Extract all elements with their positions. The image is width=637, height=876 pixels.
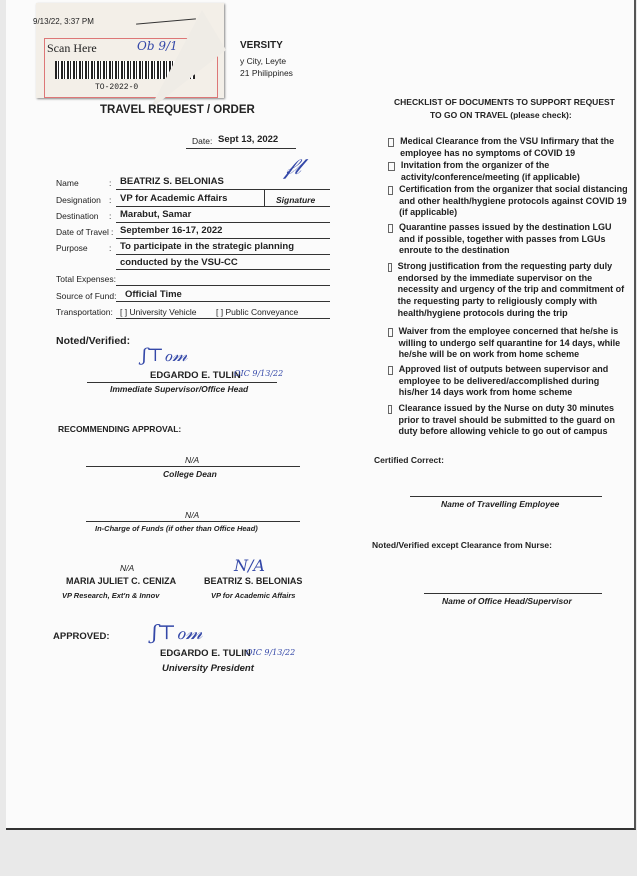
sticker-timestamp: 9/13/22, 3:37 PM [33, 17, 94, 26]
approved-heading: APPROVED: [53, 631, 110, 642]
field-label-name: Name [56, 178, 79, 188]
field-label-purpose: Purpose [56, 243, 88, 253]
field-value-source-of-fund: Official Time [125, 289, 182, 300]
funds-value: N/A [185, 510, 200, 520]
recommending-heading: RECOMMENDING APPROVAL: [58, 424, 182, 434]
date-label: Date: [192, 136, 213, 146]
certified-heading: Certified Correct: [374, 455, 444, 465]
office-head-role: Name of Office Head/Supervisor [442, 596, 572, 606]
checkbox[interactable] [388, 263, 392, 272]
funds-role: In-Charge of Funds (if other than Office Head) [95, 524, 258, 533]
field-label-designation: Designation [56, 195, 101, 205]
noted-except-heading: Noted/Verified except Clearance from Nurse: [372, 540, 552, 550]
noted-heading: Noted/Verified: [56, 335, 131, 347]
approved-name: EDGARDO E. TULIN [160, 648, 251, 659]
option-public-conveyance[interactable]: [ ] Public Conveyance [216, 307, 299, 317]
checklist-item[interactable]: Waiver from the employee concerned that he/she is willing to undergo self quarantine for 14 days, while he/she will be on work from home scheme [388, 326, 628, 361]
signature-label: Signature [276, 195, 316, 205]
vp2-handwritten-value: N/A [234, 556, 265, 575]
field-value-date-of-travel: September 16-17, 2022 [120, 225, 223, 236]
checklist-item[interactable]: Certification from the organizer that social distancing and other health/hygiene protocols against COVID 19 (if applicable) [388, 184, 628, 219]
noted-role: Immediate Supervisor/Office Head [110, 384, 249, 394]
field-value-purpose-2: conducted by the VSU-CC [120, 257, 238, 268]
approved-signature: ʃ⊤ℴ𝓂 [152, 620, 203, 644]
checklist-item[interactable]: Approved list of outputs between supervisor and employee to be delivered/accomplished during his/her 14 days work from home scheme [388, 364, 628, 399]
checklist-heading-1: CHECKLIST OF DOCUMENTS TO SUPPORT REQUEST [394, 97, 615, 107]
vp1-role: VP Research, Ext'n & Innov [62, 591, 160, 600]
checkbox[interactable] [388, 366, 393, 375]
noted-name: EDGARDO E. TULIN [150, 370, 241, 381]
field-label-total-expenses: Total Expenses: [56, 274, 117, 284]
option-university-vehicle[interactable]: [ ] University Vehicle [120, 307, 197, 317]
field-label-source-of-fund: Source of Fund: [56, 291, 117, 301]
approved-role: University President [162, 663, 254, 674]
address-line-2: 21 Philippines [240, 68, 293, 78]
university-name: VERSITY [240, 40, 283, 51]
checklist-item[interactable]: Clearance issued by the Nurse on duty 30 minutes prior to travel should be submitted to the guard on duty before allowing vehicle to go out of campus [388, 403, 628, 438]
address-line-1: y City, Leyte [240, 56, 287, 66]
tracking-number: TO-2022-0 [95, 83, 139, 92]
checkbox[interactable] [388, 328, 393, 337]
checklist-item[interactable]: Invitation from the organizer of the activity/conference/meeting (if applicable) [388, 160, 628, 183]
field-value-destination: Marabut, Samar [120, 209, 192, 220]
handwritten-note: Ob 9/1 [137, 39, 178, 53]
checklist-item[interactable]: Medical Clearance from the VSU Infirmary that the employee has no symptoms of COVID 19 [388, 136, 628, 159]
form-title: TRAVEL REQUEST / ORDER [100, 104, 255, 116]
checkbox[interactable] [388, 186, 393, 195]
dean-role: College Dean [163, 469, 217, 479]
checkbox[interactable] [388, 405, 392, 414]
scan-label: Scan Here [47, 41, 97, 55]
checklist-item[interactable]: Quarantine passes issued by the destination LGU and if possible, together with passes from LGUs enroute to the destination [388, 222, 628, 257]
checklist-heading-2: TO GO ON TRAVEL (please check): [430, 110, 572, 120]
date-value: Sept 13, 2022 [218, 134, 279, 145]
vp2-name: BEATRIZ S. BELONIAS [204, 576, 303, 586]
checklist-item[interactable]: Strong justification from the requesting party duly endorsed by the immediate supervisor on the necessity and urgency of the trip and commitment of the requesting party to religiously comply with health/hygiene protocols during the trip [388, 261, 628, 320]
checkbox[interactable] [388, 162, 395, 171]
noted-handwritten-note: OIC 9/13/22 [234, 369, 284, 378]
vp1-name: MARIA JULIET C. CENIZA [66, 576, 177, 586]
field-label-date-of-travel: Date of Travel [56, 227, 109, 237]
checkbox[interactable] [388, 138, 394, 147]
field-value-designation: VP for Academic Affairs [120, 193, 228, 204]
vp1-value: N/A [120, 563, 135, 573]
requester-signature: 𝒻𝓁 [284, 155, 302, 180]
dean-value: N/A [185, 455, 200, 465]
field-value-purpose: To participate in the strategic planning [120, 241, 295, 252]
field-label-destination: Destination [56, 211, 99, 221]
checkbox[interactable] [388, 224, 393, 233]
noted-signature: ʃ⊤ℴ𝓂 [142, 345, 188, 366]
vp2-role: VP for Academic Affairs [211, 591, 296, 600]
approved-handwritten-note: OIC 9/13/22 [246, 648, 296, 657]
field-value-name: BEATRIZ S. BELONIAS [120, 176, 224, 187]
travelling-employee-role: Name of Travelling Employee [441, 499, 560, 509]
field-label-transportation: Transportation: [56, 307, 113, 317]
